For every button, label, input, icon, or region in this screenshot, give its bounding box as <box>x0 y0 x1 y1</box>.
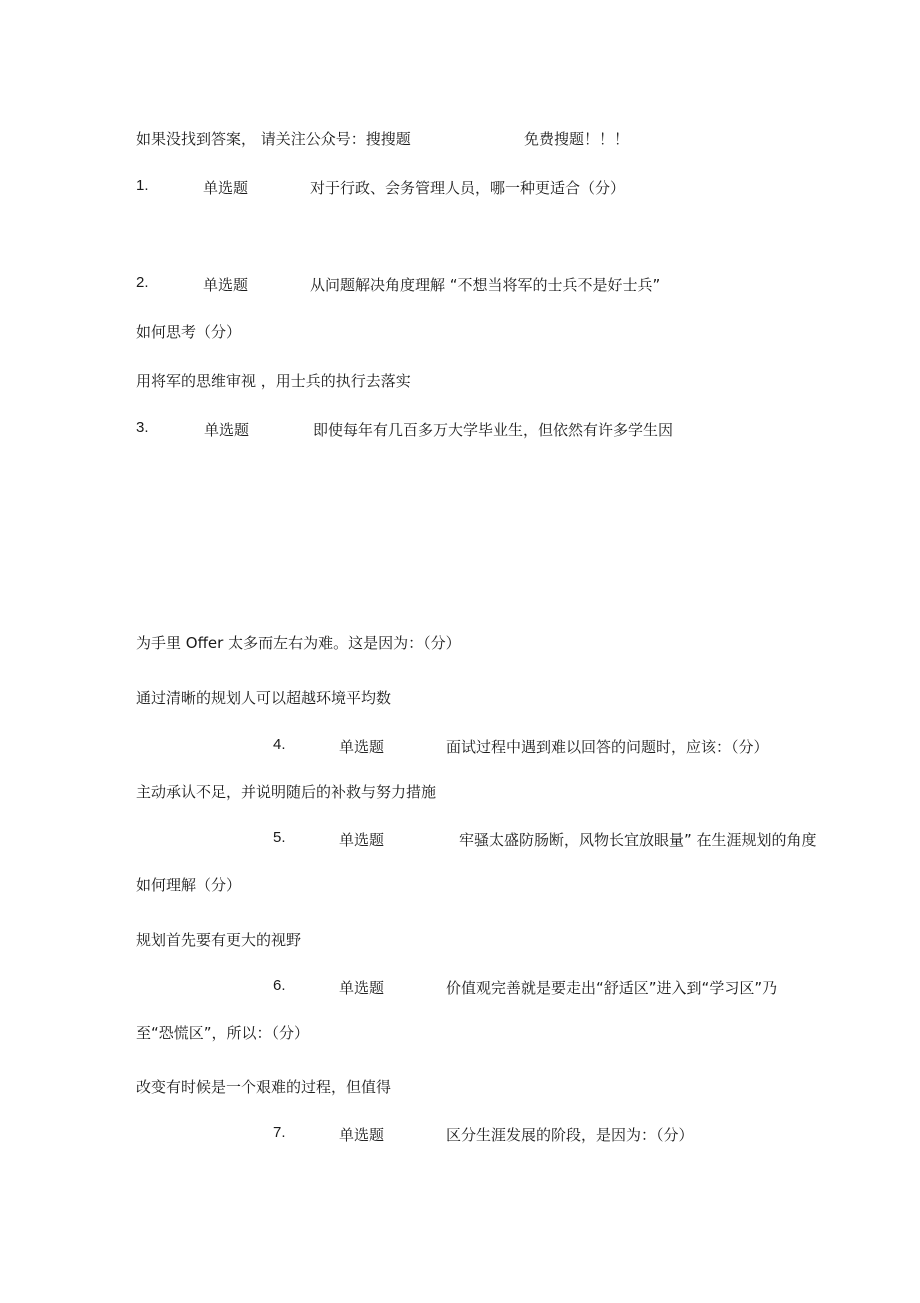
question-4-number: 4. <box>273 736 286 753</box>
question-4-answer: 主动承认不足，并说明随后的补救与努力措施 <box>136 783 437 801</box>
question-5-stem: 牢骚太盛防肠断，风物长宜放眼量” 在生涯规划的角度 <box>459 831 817 849</box>
question-1-number: 1. <box>136 177 149 194</box>
question-5-type: 单选题 <box>339 831 385 849</box>
question-3-answer: 通过清晰的规划人可以超越环境平均数 <box>136 689 392 707</box>
question-4-type: 单选题 <box>339 738 385 756</box>
question-1-stem: 对于行政、会务管理人员，哪一种更适合（分） <box>310 179 626 197</box>
question-6-stem: 价值观完善就是要走出“舒适区”进入到“学习区”乃 <box>446 979 778 997</box>
question-6-stem-cont: 至“恐慌区”，所以：（分） <box>136 1024 310 1042</box>
question-2-stem-cont: 如何思考（分） <box>136 323 242 341</box>
question-5-stem-cont: 如何理解（分） <box>136 876 242 894</box>
question-2-number: 2. <box>136 274 149 291</box>
question-6-answer: 改变有时候是一个艰难的过程，但值得 <box>136 1078 392 1096</box>
question-3-stem: 即使每年有几百多万大学毕业生，但依然有许多学生因 <box>313 421 674 439</box>
notice-tail-text: 免费搜题！！！ <box>524 130 630 148</box>
question-5-number: 5. <box>273 829 286 846</box>
question-7-number: 7. <box>273 1124 286 1141</box>
question-2-answer: 用将军的思维审视 ，用士兵的执行去落实 <box>136 372 411 390</box>
question-4-stem: 面试过程中遇到难以回答的问题时，应该：（分） <box>446 738 769 756</box>
question-7-type: 单选题 <box>339 1126 385 1144</box>
question-1-type: 单选题 <box>203 179 249 197</box>
question-3-number: 3. <box>136 419 149 436</box>
question-6-type: 单选题 <box>339 979 385 997</box>
question-2-type: 单选题 <box>203 276 249 294</box>
question-2-stem: 从问题解决角度理解 “不想当将军的士兵不是好士兵” <box>310 276 661 294</box>
question-6-number: 6. <box>273 977 286 994</box>
question-3-type: 单选题 <box>204 421 250 439</box>
notice-text: 如果没找到答案， 请关注公众号：搜搜题 <box>136 130 411 148</box>
question-5-answer: 规划首先要有更大的视野 <box>136 931 302 949</box>
question-3-stem-cont: 为手里 Offer 太多而左右为难。这是因为：（分） <box>136 634 461 652</box>
question-7-stem: 区分生涯发展的阶段，是因为：（分） <box>446 1126 694 1144</box>
